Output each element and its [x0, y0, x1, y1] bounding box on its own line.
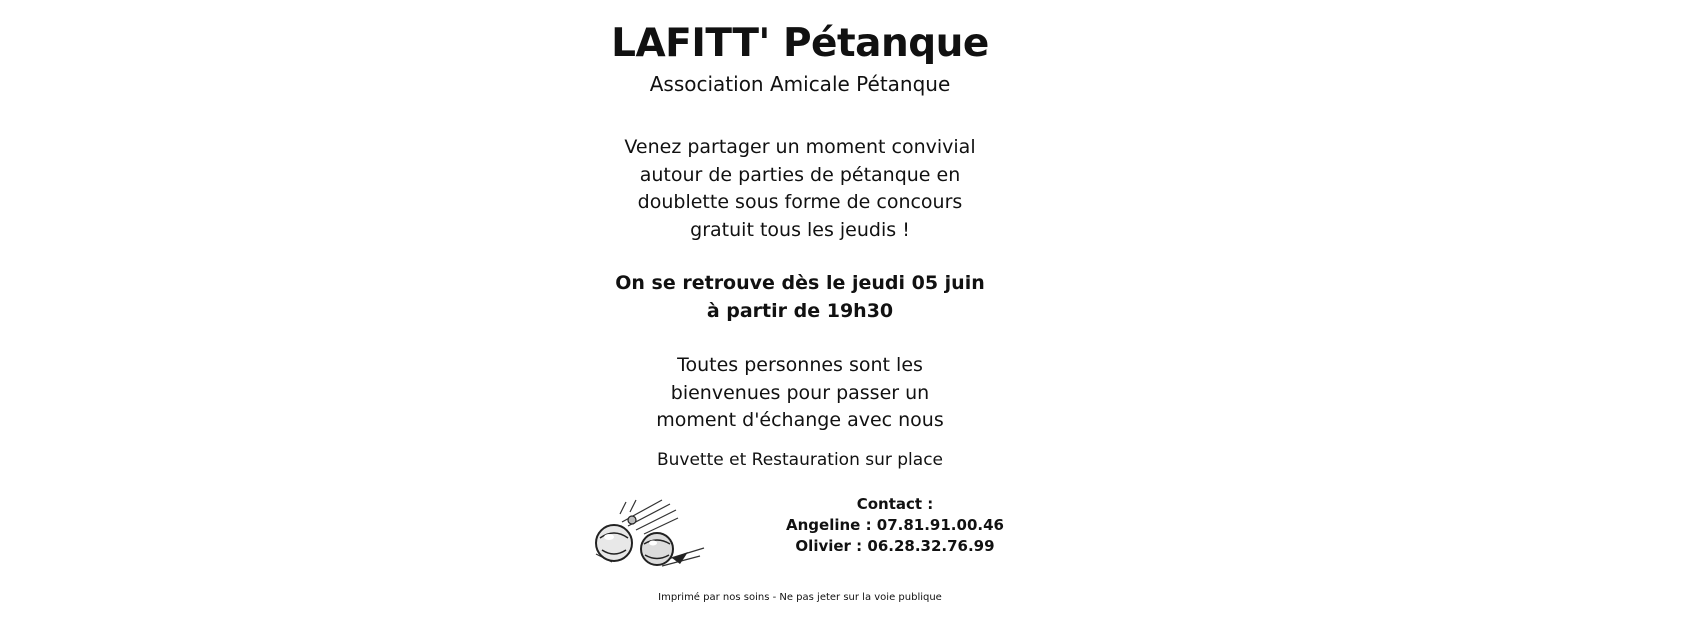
meeting-line: à partir de 19h30 [706, 299, 894, 322]
intro-paragraph [560, 134, 1040, 244]
meeting-info [560, 270, 1040, 325]
welcome-paragraph [560, 352, 1040, 435]
meeting-line: On se retrouve dès le jeudi 05 juin [615, 272, 985, 294]
contact-heading: Contact : [856, 495, 934, 513]
contact-block [780, 494, 1010, 557]
flyer-subtitle: Association Amicale Pétanque [649, 72, 951, 96]
welcome-line: bienvenues pour passer un [670, 381, 930, 404]
welcome-line: moment d'échange avec nous [656, 409, 944, 431]
welcome-line: Toutes personnes sont les [677, 354, 923, 376]
contact-angeline: Angeline : 07.81.91.00.46 [786, 516, 1004, 534]
buvette-note: Buvette et Restauration sur place [656, 450, 944, 470]
contact-olivier: Olivier : 06.28.32.76.99 [795, 537, 995, 555]
petanque-balls-icon [592, 492, 708, 570]
intro-line: Venez partager un moment convivial [624, 136, 976, 158]
intro-line: autour de parties de pétanque en [639, 163, 961, 186]
intro-line: gratuit tous les jeudis ! [690, 218, 910, 241]
footer-note: Imprimé par nos soins - Ne pas jeter sur la voie publique [658, 592, 942, 603]
intro-line: doublette sous forme de concours [637, 191, 963, 213]
flyer-title: LAFITT' Pétanque [611, 21, 989, 66]
